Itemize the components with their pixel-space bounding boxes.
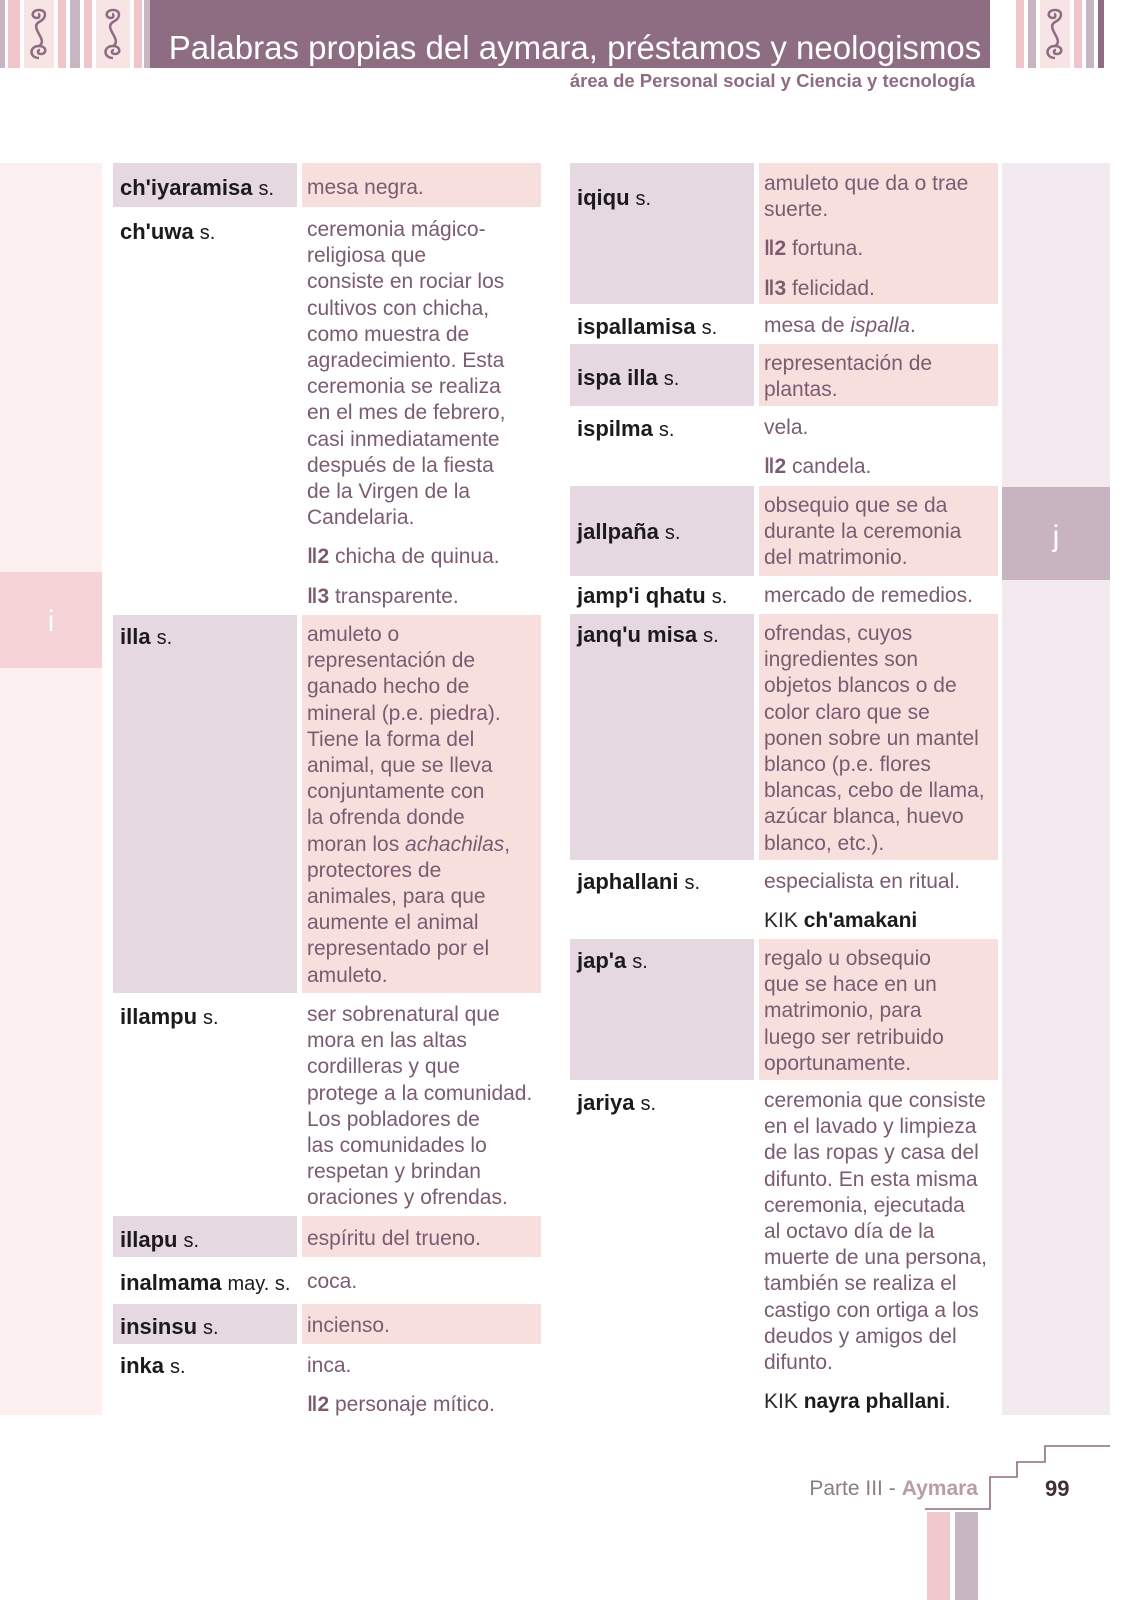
headword: japhallani <box>577 868 679 894</box>
term-cell <box>570 863 754 936</box>
headword: insinsu <box>120 1313 198 1339</box>
definition-segment: obsequio que se da durante la ceremonia del matrimonio. <box>764 493 962 570</box>
definition-cell <box>759 579 998 611</box>
additional-sense <box>764 1389 998 1415</box>
definition-segment: ceremonia mágico- religiosa que consiste en rociar los cultivos con chicha, como muestra de agradecimiento. Esta ceremonia se realiza en el mes de febrero, casi inmediatamente después de la fiesta de la Virgen de la Candelaria. <box>307 217 506 530</box>
definition-text <box>764 946 998 1077</box>
term-cell <box>570 307 754 341</box>
cross-reference-label: KIK <box>764 909 804 933</box>
entry-row <box>113 1304 541 1344</box>
term-cell <box>570 1083 754 1420</box>
section-tab-i: i <box>0 572 102 668</box>
cross-reference-label: . <box>944 1390 951 1414</box>
part-of-speech: s. <box>703 624 719 647</box>
definition-cell <box>759 344 998 406</box>
cross-reference-term: ch'amakani <box>803 909 918 933</box>
header-stripe <box>1016 0 1024 68</box>
entry-row <box>570 1083 998 1420</box>
definition-segment: mesa negra. <box>307 175 424 199</box>
headword: ch'uwa <box>120 218 194 244</box>
term-cell <box>113 1216 297 1257</box>
definition-segment: candela. <box>786 455 872 479</box>
definition-cell <box>759 163 998 304</box>
part-of-speech: may. s. <box>227 1272 291 1295</box>
headword: illampu <box>120 1003 198 1029</box>
entry-row <box>570 939 998 1080</box>
entry-row <box>113 996 541 1213</box>
part-of-speech: s. <box>664 521 681 544</box>
definition-text <box>307 217 541 531</box>
headword: inalmama <box>120 1269 222 1295</box>
term-cell <box>570 486 754 576</box>
definition-cell <box>759 307 998 341</box>
entry-row <box>570 486 998 576</box>
part-of-speech: s. <box>632 950 648 973</box>
right-column <box>570 0 998 1600</box>
header-stripe <box>1086 0 1094 68</box>
additional-sense <box>764 454 998 480</box>
headword: iqiqu <box>577 184 630 210</box>
definition-text <box>764 415 998 441</box>
definition-text <box>307 622 541 989</box>
definition-segment: chicha de quinua. <box>329 545 500 569</box>
part-of-speech: s. <box>663 367 680 390</box>
definition-segment: amuleto que da o trae suerte. <box>764 171 969 222</box>
definition-segment: , protectores de animales, para que aumente el animal representado por el amuleto. <box>307 832 511 987</box>
definition-text <box>307 1002 541 1212</box>
headword: inka <box>120 1352 165 1378</box>
part-of-speech: s. <box>199 221 216 244</box>
part-of-speech: s. <box>640 1092 657 1115</box>
headword: jap'a <box>577 947 627 973</box>
definition-segment: coca. <box>307 1269 358 1293</box>
sense-number: ‖2 <box>764 237 787 261</box>
part-of-speech: s. <box>711 585 728 608</box>
part-of-speech: s. <box>183 1229 200 1252</box>
headword: ispilma <box>577 415 653 441</box>
part-of-speech: s. <box>635 187 652 210</box>
definition-segment: especialista en ritual. <box>764 869 961 893</box>
entry-row <box>113 615 541 993</box>
term-cell <box>570 939 754 1080</box>
term-cell <box>570 409 754 483</box>
term-cell <box>570 614 754 860</box>
definition-segment: mercado de remedios. <box>764 583 973 607</box>
definition-cell <box>302 996 541 1213</box>
part-of-speech: s. <box>258 177 274 200</box>
definition-text <box>307 1353 541 1379</box>
headword: ch'iyaramisa <box>120 174 253 200</box>
headword: illapu <box>120 1226 178 1252</box>
term-cell <box>113 615 297 993</box>
term-cell <box>113 996 297 1213</box>
term-cell <box>113 210 297 612</box>
definition-text <box>764 171 998 223</box>
additional-sense <box>307 544 541 570</box>
definition-segment: transparente. <box>329 584 459 608</box>
right-margin-band <box>1002 163 1110 1415</box>
entry-row <box>113 1260 541 1301</box>
left-margin-band <box>0 163 102 1415</box>
headword: jallpaña <box>577 518 659 544</box>
definition-segment: regalo u obsequio que se hace en un matrimonio, para luego ser retribuido oportunamente. <box>764 946 944 1075</box>
headword: jamp'i qhatu <box>577 582 706 608</box>
definition-cell <box>759 1083 998 1420</box>
additional-sense <box>307 584 541 610</box>
additional-sense <box>307 1392 541 1418</box>
term-cell <box>113 163 297 207</box>
definition-cell <box>302 1260 541 1301</box>
entry-row <box>570 579 998 611</box>
page-number: 99 <box>1045 1476 1070 1501</box>
header-stripe <box>70 0 80 68</box>
entry-row <box>113 1347 541 1420</box>
definition-cell <box>759 863 998 936</box>
definition-cell <box>302 1216 541 1257</box>
italic-term: ispalla <box>850 313 910 337</box>
definition-text <box>307 175 541 201</box>
definition-text <box>307 1269 541 1295</box>
definition-segment: mesa de <box>764 313 851 337</box>
footer-language: Aymara <box>901 1477 978 1500</box>
definition-text <box>307 1313 541 1339</box>
italic-term: achachilas <box>405 832 505 856</box>
entry-row <box>113 1216 541 1257</box>
definition-cell <box>759 939 998 1080</box>
definition-segment: ofrendas, cuyos ingredientes son objetos blancos o de color claro que se ponen sobre un mantel blanco (p.e. flores blancas, cebo de llama, azúcar blanca, huevo blanco, etc.). <box>764 621 985 855</box>
definition-segment: inca. <box>307 1353 352 1377</box>
spiral-ornament-icon <box>24 0 54 68</box>
part-of-speech: s. <box>203 1316 219 1339</box>
definition-segment: ceremonia que consiste en el lavado y limpieza de las ropas y casa del difunto. En esta misma ceremonia, ejecutada al octavo día de la muerte de una persona, también se realiza el castigo con ortiga a los deudos y amigos del difunto. <box>764 1088 987 1374</box>
definition-segment: felicidad. <box>786 276 875 300</box>
entry-row <box>113 210 541 612</box>
term-cell <box>113 1347 297 1420</box>
header-stripe <box>0 0 5 68</box>
definition-segment: ser sobrenatural que mora en las altas cordilleras y que protege a la comunidad. Los pobladores de las comunidades lo respetan y brindan oraciones y ofrendas. <box>307 1002 533 1210</box>
definition-cell <box>759 614 998 860</box>
definition-text <box>764 313 998 339</box>
definition-cell <box>302 210 541 612</box>
definition-text <box>764 1088 998 1376</box>
header-stripe <box>1028 0 1036 68</box>
definition-segment: . <box>909 313 916 337</box>
term-cell <box>570 579 754 611</box>
definition-cell <box>302 163 541 207</box>
header-stripe <box>1074 0 1082 68</box>
headword: jariya <box>577 1089 635 1115</box>
headword: ispallamisa <box>577 313 696 339</box>
headword: janq'u misa <box>577 621 698 647</box>
entry-row <box>113 163 541 207</box>
headword: ispa illa <box>577 364 658 390</box>
entry-row <box>570 344 998 406</box>
part-of-speech: s. <box>658 418 675 441</box>
footer-bar-pink <box>927 1512 950 1600</box>
definition-text <box>307 1226 541 1252</box>
section-tab-j: j <box>1002 487 1110 580</box>
definition-segment: amuleto o representación de ganado hecho de mineral (p.e. piedra). Tiene la forma del animal, que se lleva conjuntamente con la ofrenda donde moran los <box>307 622 501 856</box>
definition-text <box>764 583 998 609</box>
part-of-speech: s. <box>701 316 718 339</box>
sense-number: ‖3 <box>307 584 330 608</box>
part-of-speech: s. <box>170 1355 186 1378</box>
sense-number: ‖2 <box>307 1393 330 1417</box>
entry-row <box>570 409 998 483</box>
headword: illa <box>120 623 151 649</box>
definition-text <box>764 493 998 572</box>
part-of-speech: s. <box>203 1006 219 1029</box>
left-column <box>113 0 541 1600</box>
entry-row <box>570 614 998 860</box>
part-of-speech: s. <box>684 871 701 894</box>
entry-row <box>570 307 998 341</box>
term-cell <box>113 1304 297 1344</box>
footer-bar-lavender <box>955 1512 978 1600</box>
footer-part: Parte III - <box>809 1477 896 1500</box>
definition-cell <box>302 1304 541 1344</box>
definition-text <box>764 351 998 403</box>
sense-number: ‖3 <box>764 276 787 300</box>
part-of-speech: s. <box>156 626 173 649</box>
definition-segment: fortuna. <box>786 237 864 261</box>
definition-text <box>764 621 998 857</box>
header-stripe <box>58 0 66 68</box>
page-subtitle: área de Personal social y Ciencia y tecnología <box>569 70 975 91</box>
definition-segment: incienso. <box>307 1313 390 1337</box>
additional-sense <box>764 236 998 262</box>
definition-segment: espíritu del trueno. <box>307 1226 481 1250</box>
header-stripe <box>84 0 92 68</box>
additional-sense <box>764 276 998 302</box>
header-stripe <box>1098 0 1104 68</box>
entry-row <box>570 863 998 936</box>
term-cell <box>570 163 754 304</box>
term-cell <box>570 344 754 406</box>
definition-text <box>764 869 998 895</box>
cross-reference-label: KIK <box>764 1390 804 1414</box>
definition-segment: vela. <box>764 415 809 439</box>
entry-row <box>570 163 998 304</box>
header-stripe <box>8 0 20 68</box>
cross-reference-term: nayra phallani <box>803 1390 945 1414</box>
definition-cell <box>759 409 998 483</box>
definition-cell <box>302 1347 541 1420</box>
spiral-ornament-icon <box>1040 0 1070 68</box>
definition-cell <box>759 486 998 576</box>
sense-number: ‖2 <box>307 545 330 569</box>
definition-cell <box>302 615 541 993</box>
term-cell <box>113 1260 297 1301</box>
definition-segment: representación de plantas. <box>764 351 933 402</box>
definition-segment: personaje mítico. <box>329 1393 495 1417</box>
sense-number: ‖2 <box>764 455 787 479</box>
page-title: Palabras propias del aymara, préstamos y neologismos <box>168 29 982 66</box>
additional-sense <box>764 908 998 934</box>
